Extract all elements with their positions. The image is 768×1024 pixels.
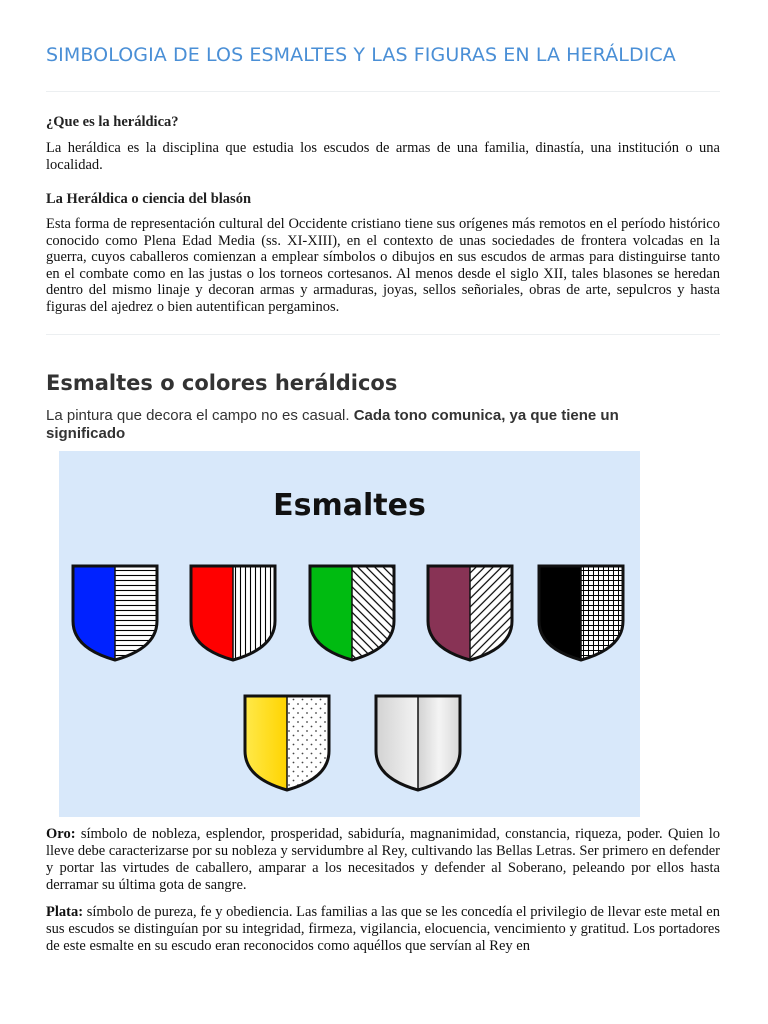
plata-text: símbolo de pureza, fe y obediencia. Las familias a las que se les concedía el privilegio de llevar este metal en sus escudos se distinguían por su integridad, firmeza, vigilancia, elocuencia, vencimiento y gratitud. Los portadores de este esmalte en su escudo eran reconocidos como aquéllos que servían al Rey en — [46, 904, 720, 954]
figure-title: Esmaltes — [273, 488, 426, 523]
plata-label: Plata: — [46, 904, 84, 920]
blason-paragraph: Esta forma de representación cultural del Occidente cristiano tiene sus orígenes más remotos en el período histórico conocido como Plena Edad Media (ss. XI-XIII), en el contexto de unas sociedades de frontera volcadas en la guerra, cuyos caballeros comienzan a emplear símbolos o dibujos en sus escudos de armas para distinguirse tanto en el combate como en las justas o los torneos cortesanos. Al menos desde el siglo XII, tales blasones se heredan dentro del mismo linaje y decoran armas y armaduras, joyas, sellos señoriales, obras de arte, sepulcros y hasta figuras del ajedrez o bien autentifican pergaminos. — [46, 216, 720, 315]
plata-definition — [46, 904, 720, 955]
blason-heading: La Heráldica o ciencia del blasón — [46, 191, 252, 207]
question-paragraph: La heráldica es la disciplina que estudia los escudos de armas de una familia, dinastía, una institución o una localidad. — [46, 140, 720, 173]
page-title: SIMBOLOGIA DE LOS ESMALTES Y LAS FIGURAS EN LA HERÁLDICA — [46, 44, 676, 66]
section-title: Esmaltes o colores heráldicos — [46, 371, 398, 395]
oro-label: Oro: — [46, 826, 76, 842]
shield-oro — [242, 693, 332, 793]
lead-text: La pintura que decora el campo no es casual. — [46, 407, 354, 424]
section-lead — [46, 407, 686, 443]
shield-azur — [70, 563, 160, 663]
shield-sinople — [307, 563, 397, 663]
title-divider — [46, 91, 720, 92]
section-divider — [46, 334, 720, 335]
question-heading: ¿Que es la heráldica? — [46, 114, 179, 130]
shield-sable — [536, 563, 626, 663]
lead-bold-text: Cada tono comunica, ya que tiene un significado — [46, 407, 619, 442]
oro-text: símbolo de nobleza, esplendor, prosperidad, sabiduría, magnanimidad, constancia, riqueza, poder. Quien lo lleve debe caracterizarse por su nobleza y servidumbre al Rey, cultivando las Bellas Letras. Ser primero en defender y portar las virtudes de caballero, amparar a los necesitados y defender al Soberano, peleando por ellos hasta derramar su última gota de sangre. — [46, 826, 720, 893]
shield-purpura — [425, 563, 515, 663]
shield-plata — [373, 693, 463, 793]
shield-gules — [188, 563, 278, 663]
oro-definition — [46, 826, 720, 894]
